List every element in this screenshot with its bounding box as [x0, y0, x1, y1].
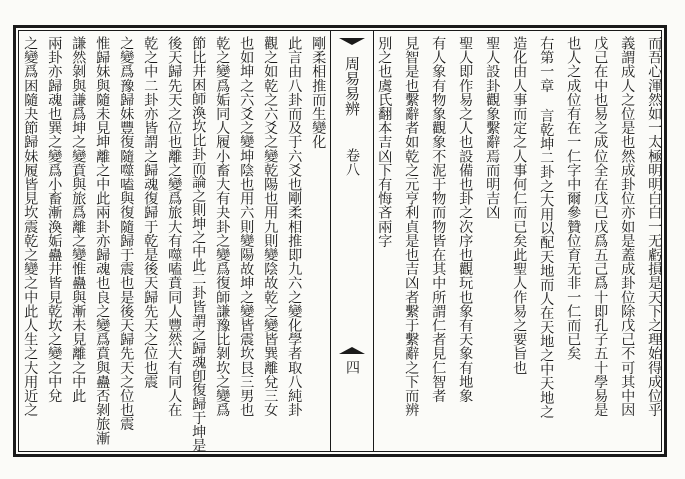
- right-col-7-heading: 聖人設卦觀象繫辭焉而明吉凶: [484, 36, 501, 220]
- right-col-11: 別之也虞氏翻本吉凶下有悔吝兩字: [376, 36, 393, 248]
- left-col-11: 謙然剝與謙爲坤之變賁與旅爲離之變惟蠱與漸未見離之中此: [70, 36, 87, 403]
- right-col-10: 見智是也繫辭者如乾之元亨利貞是也吉凶者繫于繫辭之下而辨: [403, 36, 420, 417]
- right-col-4: 也人之成位有在一仁字中爾參贊位育无非一仁而已矣: [565, 36, 582, 361]
- center-fold: [330, 30, 374, 452]
- right-col-9: 有人象有物象觀象不泥于物而物皆在其中所謂仁者見仁智者: [430, 36, 447, 403]
- right-col-6: 造化由人事而定之人事何仁而已矣此聖人作易之要旨也: [511, 36, 528, 375]
- left-col-8: 乾之中二卦亦皆謂之歸魂復歸于乾是後天歸先天之位也震: [142, 36, 159, 389]
- left-col-9: 之變爲豫歸妹豐復隨噬嗑與復隨歸于震也是後天歸先天之位也震: [118, 36, 135, 431]
- left-col-4: 也如坤之六爻之變坤陰也用六則變陽故坤之變皆震坎艮三男也: [238, 36, 255, 417]
- book-title: 周易易辨: [343, 56, 361, 116]
- left-col-10: 惟歸妹與隨未見坤離之中此兩卦亦歸魂也良之變爲賁與蠱否剝旅漸: [94, 36, 111, 445]
- left-col-5: 乾之變爲姤同人履小畜大有夬卦之變爲復師謙豫比剝坎之變爲: [214, 36, 231, 417]
- left-col-6: 節比井困師渙坎比卦而論之則坤之中此二卦皆謂之歸魂卽復歸于坤是: [190, 36, 207, 453]
- left-col-1-heading: 剛柔相推而生變化: [310, 36, 327, 149]
- left-col-7: 後天歸先天之位也離之變爲旅大有噬嗑賁同人豐然大有同人在: [166, 36, 183, 417]
- left-col-13: 之變爲困隨夬節歸妹履皆見坎震乾之變之中此人生之大用近之: [22, 36, 39, 417]
- page-number: 四: [344, 360, 360, 374]
- fish-tail-top-icon: [339, 38, 365, 46]
- fish-tail-bottom-icon: [339, 346, 365, 354]
- volume-label: 卷八: [344, 148, 360, 176]
- right-col-1: 而吾心渾然如一太極明明白白一无虧損是天下之理始得成位乎: [646, 36, 663, 417]
- right-col-5: 右第一章 言乾坤二卦之大用以配天地而人在天地之中天地之: [538, 36, 555, 419]
- right-col-8: 聖人即作易之人也設備也卦之次序也觀玩也象有天象有地象: [457, 36, 474, 403]
- right-col-3: 戊己在中也易之成位全在戊已戊爲五己爲十即孔子五十學易是: [592, 36, 609, 417]
- left-col-3: 觀之如乾之六爻之變乾陽也用九則變陰故乾之變皆巽離兌三女: [262, 36, 279, 417]
- right-col-2: 義謂成人之位是也然成卦位亦如是蓋成卦位除戊己不可其中因: [619, 36, 636, 417]
- left-col-2: 此言由八卦而及于六爻也剛柔相推即九六之變化學者取八純卦: [286, 36, 303, 417]
- left-col-12: 兩卦亦歸魂也巽之變爲小畜漸渙姤蠱井皆見乾坎之變之中兌: [46, 36, 63, 403]
